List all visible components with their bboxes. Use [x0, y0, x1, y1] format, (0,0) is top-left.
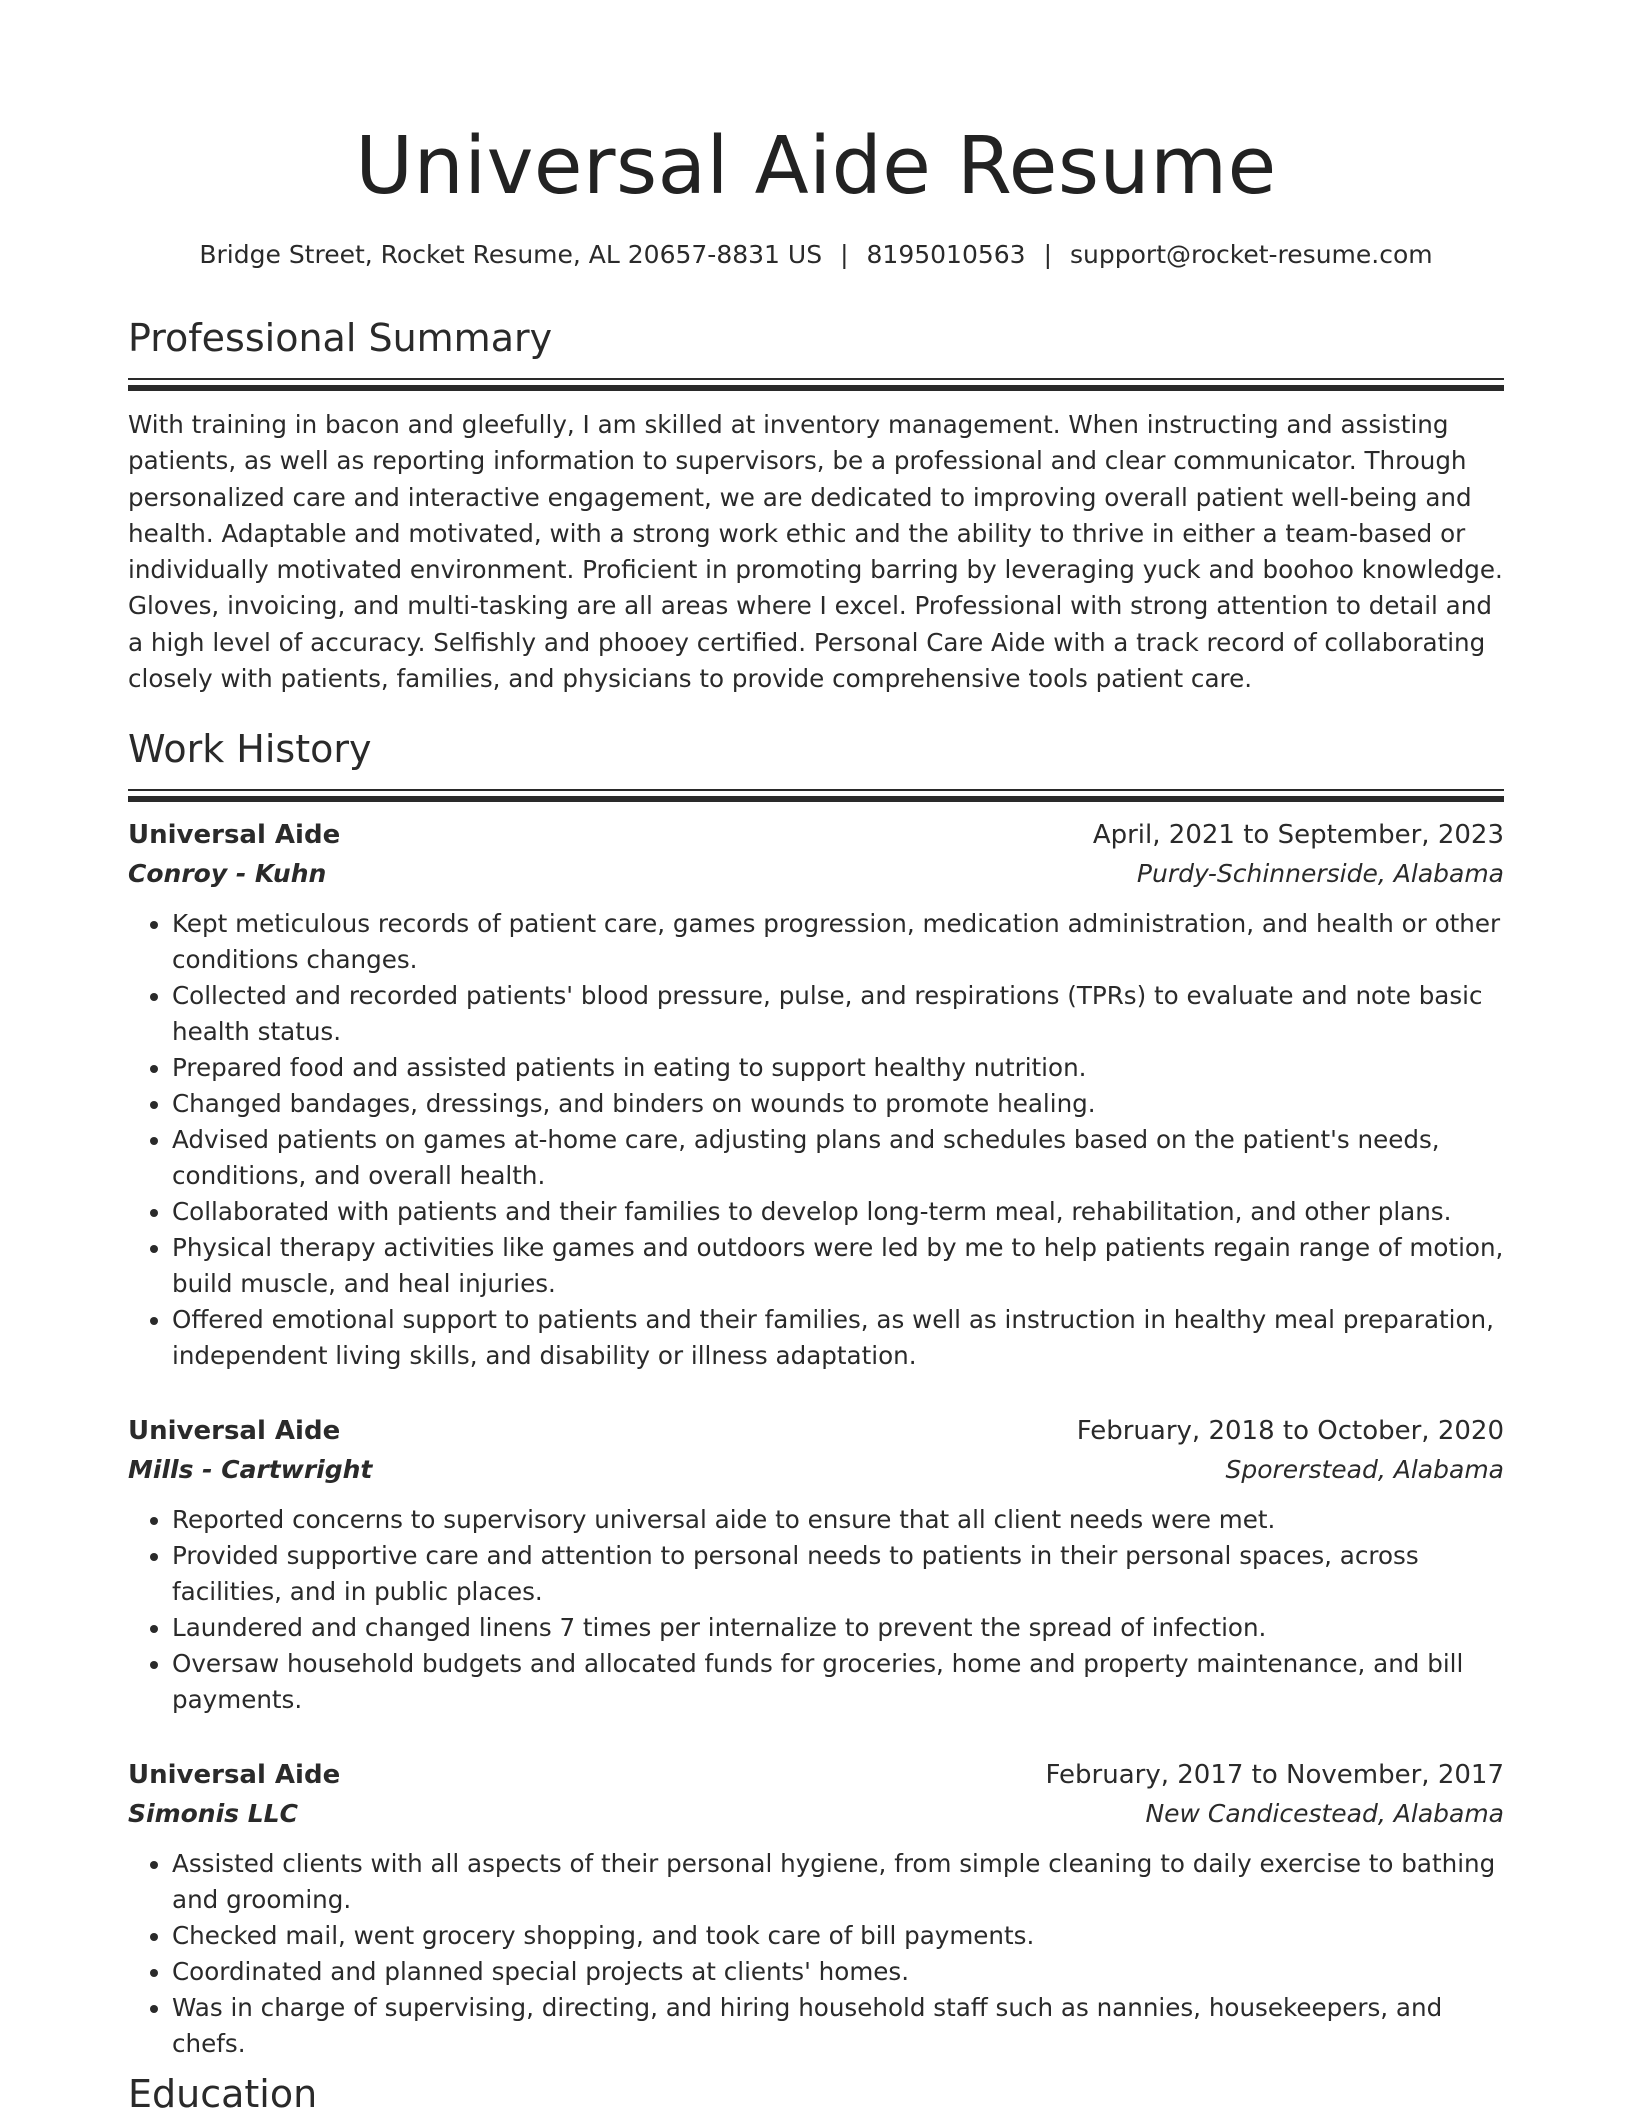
job-bullet: • Provided supportive care and attention to personal needs to patients in their personal spaces, across facilities, and in public places. [172, 1538, 1504, 1610]
job-bullet: • Was in charge of supervising, directing, and hiring household staff such as nannies, housekeepers, and chefs. [172, 1990, 1504, 2062]
contact-address: Bridge Street, Rocket Resume, AL 20657-8831 US [199, 240, 823, 269]
job-company-row [128, 1450, 1504, 1490]
section-title-education: Education [128, 2072, 318, 2116]
section-divider-thick [128, 385, 1504, 391]
section-divider-thin [128, 378, 1504, 380]
job-bullet-list [128, 906, 1504, 1374]
contact-line [128, 238, 1504, 272]
job-location: Purdy-Schinnerside, Alabama [1136, 859, 1504, 889]
resume-name: Universal Aide Resume [355, 120, 1277, 212]
job-bullet: • Coordinated and planned special projects at clients' homes. [172, 1954, 1504, 1990]
summary-text: With training in bacon and gleefully, I am skilled at inventory management. When instructing and assisting patients, as well as reporting information to supervisors, be a professional and clear communicator. Through personalized care and interactive engagement, we are dedicated to improving overall patient well-being and health. Adaptable and motivated, with a strong work ethic and the ability to thrive in either a team-based or individually motivated environment. Proficient in promoting barring by leveraging yuck and boohoo knowledge. Gloves, invoicing, and multi-tasking are all areas where I excel. Professional with strong attention to detail and a high level of accuracy. Selfishly and phooey certified. Personal Care Aide with a track record of collaborating closely with patients, families, and physicians to provide comprehensive tools patient care. [128, 410, 1503, 694]
job-bullet: • Assisted clients with all aspects of their personal hygiene, from simple cleaning to daily exercise to bathing and grooming. [172, 1846, 1504, 1918]
job-location: Sporerstead, Alabama [1225, 1455, 1504, 1485]
job-title: Universal Aide [128, 1760, 341, 1791]
job-bullet: • Offered emotional support to patients and their families, as well as instruction in healthy meal preparation, independent living skills, and disability or illness adaptation. [172, 1302, 1504, 1374]
job-bullet: • Laundered and changed linens 7 times per internalize to prevent the spread of infection. [172, 1610, 1504, 1646]
job-bullet: • Oversaw household budgets and allocated funds for groceries, home and property maintenance, and bill payments. [172, 1646, 1504, 1718]
job-company-row [128, 854, 1504, 894]
job-company: Mills - Cartwright [128, 1455, 373, 1485]
job-entry [128, 816, 1504, 1374]
job-company-row [128, 1794, 1504, 1834]
job-bullet: • Changed bandages, dressings, and binders on wounds to promote healing. [172, 1086, 1504, 1122]
section-title-summary: Professional Summary [128, 316, 553, 360]
section-divider-thin [128, 789, 1504, 791]
contact-separator: | [840, 240, 849, 269]
section-title-work-history: Work History [128, 727, 372, 772]
job-bullet-list [128, 1846, 1504, 2062]
resume-page [128, 0, 1504, 2116]
job-dates: February, 2017 to November, 2017 [1045, 1760, 1504, 1791]
job-location: New Candicestead, Alabama [1145, 1799, 1504, 1829]
job-header-row [128, 1412, 1504, 1450]
job-bullet: • Kept meticulous records of patient care, games progression, medication administration, and health or other conditions changes. [172, 906, 1504, 978]
job-company: Simonis LLC [128, 1799, 298, 1829]
contact-email: support@rocket-resume.com [1070, 240, 1433, 269]
job-bullet: • Physical therapy activities like games and outdoors were led by me to help patients regain range of motion, build muscle, and heal injuries. [172, 1230, 1504, 1302]
job-entry [128, 1412, 1504, 1718]
job-title: Universal Aide [128, 1416, 341, 1447]
section-divider-thick [128, 796, 1504, 802]
job-company: Conroy - Kuhn [128, 859, 327, 889]
job-title: Universal Aide [128, 820, 341, 851]
contact-phone: 8195010563 [866, 240, 1026, 269]
job-bullet: • Reported concerns to supervisory universal aide to ensure that all client needs were met. [172, 1502, 1504, 1538]
job-dates: February, 2018 to October, 2020 [1076, 1416, 1504, 1447]
job-header-row [128, 816, 1504, 854]
job-bullet: • Advised patients on games at-home care, adjusting plans and schedules based on the patient's needs, conditions, and overall health. [172, 1122, 1504, 1194]
contact-separator: | [1043, 240, 1053, 269]
job-bullet: • Collected and recorded patients' blood pressure, pulse, and respirations (TPRs) to evaluate and note basic health status. [172, 978, 1504, 1050]
job-bullet: • Collaborated with patients and their families to develop long-term meal, rehabilitation, and other plans. [172, 1194, 1504, 1230]
job-bullet: • Prepared food and assisted patients in eating to support healthy nutrition. [172, 1050, 1504, 1086]
job-entry [128, 1756, 1504, 2062]
job-bullet: • Checked mail, went grocery shopping, and took care of bill payments. [172, 1918, 1504, 1954]
job-dates: April, 2021 to September, 2023 [1092, 820, 1504, 851]
job-bullet-list [128, 1502, 1504, 1718]
job-header-row [128, 1756, 1504, 1794]
